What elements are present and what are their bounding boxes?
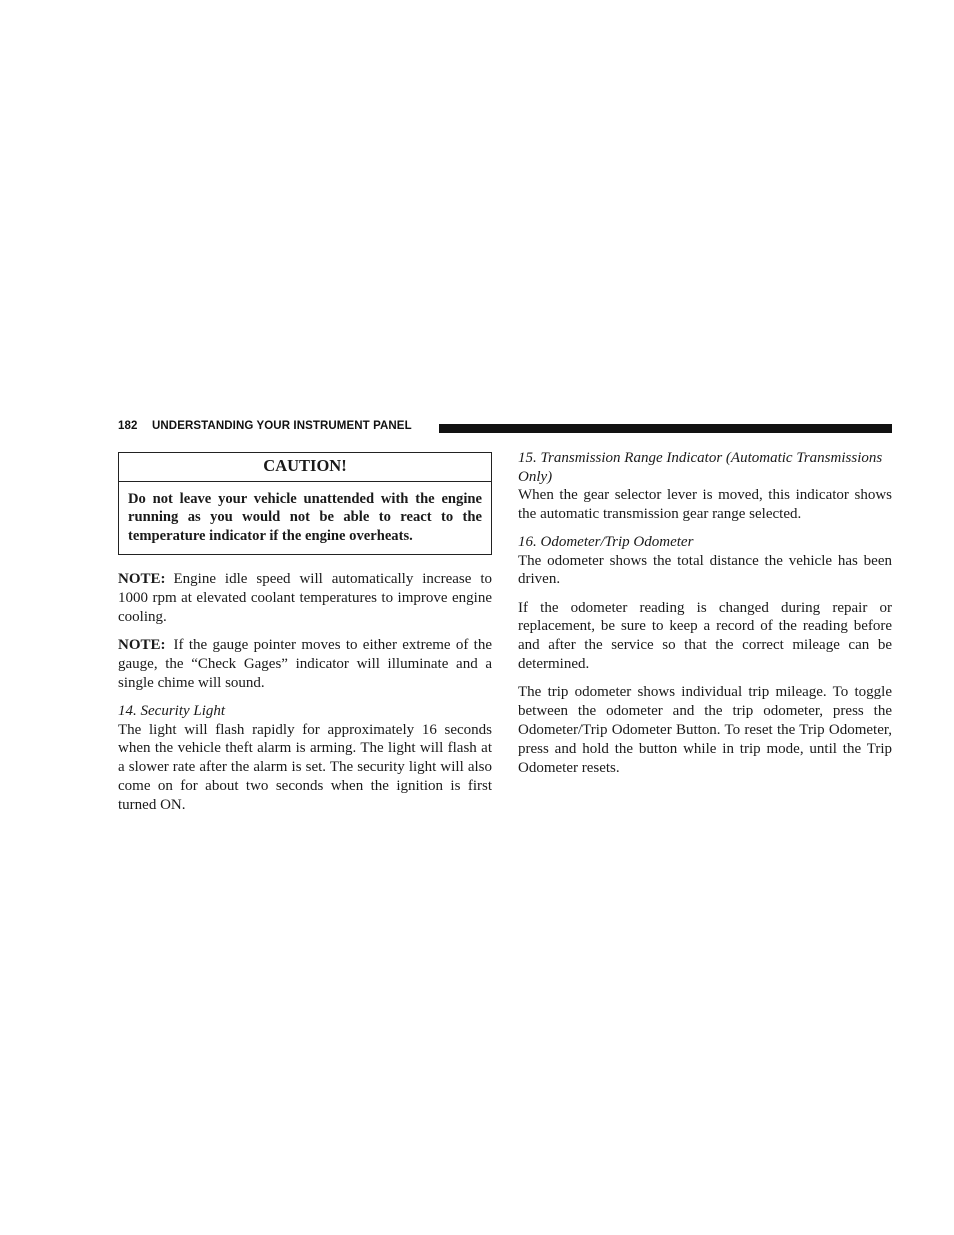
odometer-paragraph-total: The odometer shows the total distance the vehicle has been driven. [518,552,892,588]
header-rule-bar [439,424,892,433]
caution-box [118,452,492,555]
caution-text: Do not leave your vehicle unattended with the engine running as you would not be able to react to the temperature indicator if the engine overheats. [128,490,482,544]
left-column [118,452,492,824]
security-light-heading: 14. Security Light [118,703,226,720]
odometer-paragraph-reading: If the odometer reading is changed during repair or replacement, be sure to keep a record of the reading before and after the service so that the correct mileage can be determined. [518,599,892,673]
note-label: NOTE: [118,571,166,588]
note-gauge-pointer [118,636,492,692]
security-light-text: The light will flash rapidly for approximately 16 seconds when the vehicle theft alarm is arming. The light will flash at a slower rate after the alarm is set. The security light will also come on for about two seconds when the ignition is first turned ON. [118,721,492,813]
transmission-text: When the gear selector lever is moved, this indicator shows the automatic transmission gear range selected. [518,487,892,522]
note-text: If the gauge pointer moves to either extreme of the gauge, the “Check Gages” indicator will illuminate and a single chime will sound. [118,637,492,691]
right-column [518,449,892,787]
note-label: NOTE: [118,637,166,654]
odometer-paragraph-trip: The trip odometer shows individual trip mileage. To toggle between the odometer and the trip odometer, press the Odometer/Trip Odometer Button. To reset the Trip Odometer, press and hold the button while in trip mode, until the Trip Odometer resets. [518,684,892,776]
caution-title: CAUTION! [119,453,491,482]
note-idle-speed [118,570,492,626]
page-number: 182 [118,420,138,432]
odometer-heading: 16. Odometer/Trip Odometer [518,534,694,551]
section-title: UNDERSTANDING YOUR INSTRUMENT PANEL [152,420,412,432]
note-text: Engine idle speed will automatically increase to 1000 rpm at elevated coolant temperatures to improve engine cooling. [118,571,492,625]
transmission-heading: 15. Transmission Range Indicator (Automatic Transmissions Only) [518,450,883,485]
page-header [118,419,892,435]
